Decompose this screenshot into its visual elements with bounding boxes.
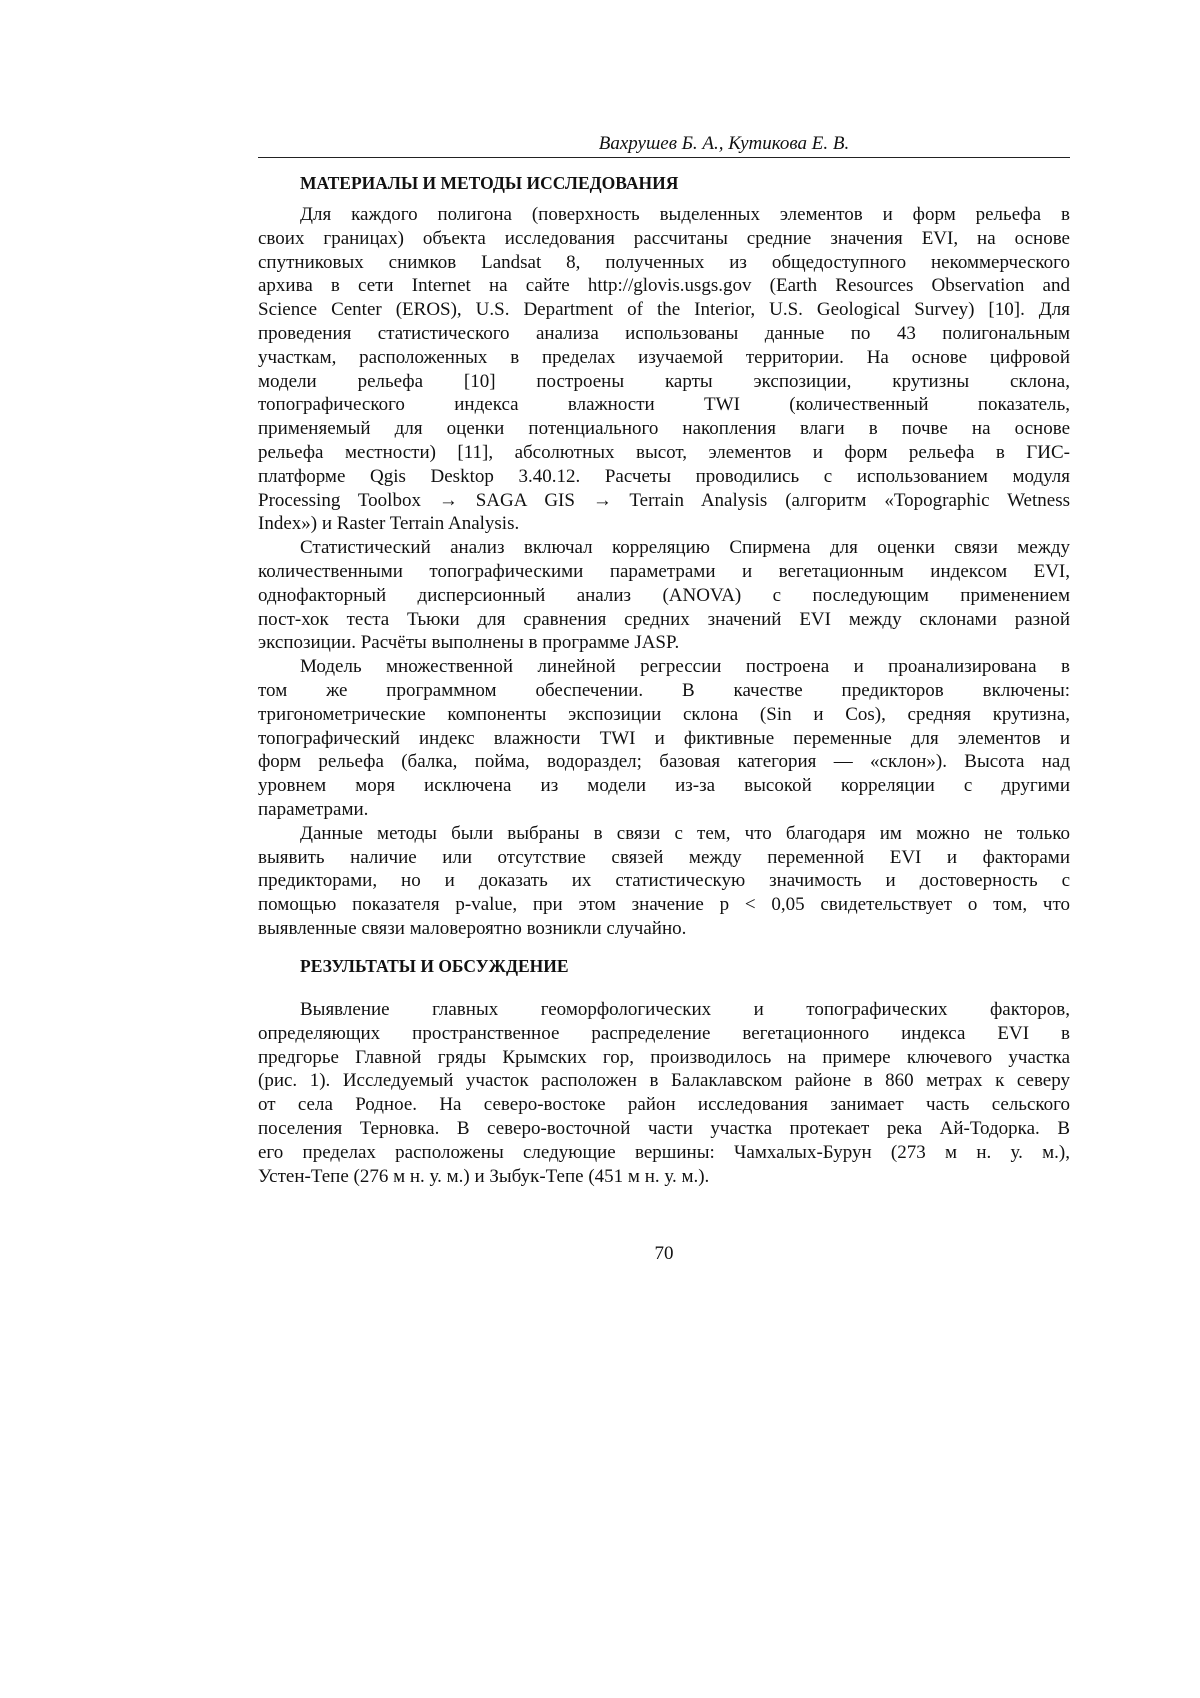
paragraph — [258, 655, 1070, 822]
text-line: Модель множественной линейной регрессии построена и проанализирована в — [258, 655, 1070, 679]
text-line: параметрами. — [258, 798, 1070, 822]
text-line: проведения статистического анализа использованы данные по 43 полигональным — [258, 322, 1070, 346]
page-number: 70 — [258, 1243, 1070, 1265]
text-line: Данные методы были выбраны в связи с тем, что благодаря им можно не только — [258, 822, 1070, 846]
text-line: своих границах) объекта исследования рассчитаны средние значения EVI, на основе — [258, 227, 1070, 251]
header-divider — [258, 157, 1070, 158]
text-line: пост-хок теста Тьюки для сравнения средних значений EVI между склонами разной — [258, 608, 1070, 632]
paragraph — [258, 822, 1070, 941]
results-body — [258, 998, 1070, 1188]
text-line: однофакторный дисперсионный анализ (ANOVA) с последующим применением — [258, 584, 1070, 608]
section-heading-methods: МАТЕРИАЛЫ И МЕТОДЫ ИССЛЕДОВАНИЯ — [258, 171, 1070, 195]
text-line: модели рельефа [10] построены карты экспозиции, крутизны склона, — [258, 370, 1070, 394]
text-line: определяющих пространственное распределение вегетационного индекса EVI в — [258, 1022, 1070, 1046]
text-line: помощью показателя p-value, при этом значение p < 0,05 свидетельствует о том, что — [258, 893, 1070, 917]
paragraph — [258, 203, 1070, 536]
text-line: применяемый для оценки потенциального накопления влаги в почве на основе — [258, 417, 1070, 441]
text-line: топографического индекса влажности TWI (количественный показатель, — [258, 393, 1070, 417]
text-line: тригонометрические компоненты экспозиции склона (Sin и Cos), средняя крутизна, — [258, 703, 1070, 727]
text-line: Для каждого полигона (поверхность выделенных элементов и форм рельефа в — [258, 203, 1070, 227]
text-line: от села Родное. На северо-востоке район исследования занимает часть сельского — [258, 1093, 1070, 1117]
text-line: форм рельефа (балка, пойма, водораздел; базовая категория — «склон»). Высота над — [258, 750, 1070, 774]
text-line: выявить наличие или отсутствие связей между переменной EVI и факторами — [258, 846, 1070, 870]
text-line: (рис. 1). Исследуемый участок расположен в Балаклавском районе в 860 метрах к северу — [258, 1069, 1070, 1093]
text-line: архива в сети Internet на сайте http://glovis.usgs.gov (Earth Resources Observation and — [258, 274, 1070, 298]
text-line: выявленные связи маловероятно возникли случайно. — [258, 917, 1070, 941]
text-line: Index») и Raster Terrain Analysis. — [258, 512, 1070, 536]
running-head-authors: Вахрушев Б. А., Кутикова Е. В. — [258, 132, 1070, 156]
methods-body — [258, 203, 1070, 941]
text-line: том же программном обеспечении. В качестве предикторов включены: — [258, 679, 1070, 703]
text-line: спутниковых снимков Landsat 8, полученных из общедоступного некоммерческого — [258, 251, 1070, 275]
text-line: поселения Терновка. В северо-восточной части участка протекает река Ай-Тодорка. В — [258, 1117, 1070, 1141]
text-line: Processing Toolbox → SAGA GIS → Terrain Analysis (алгоритм «Topographic Wetness — [258, 489, 1070, 513]
text-line: Статистический анализ включал корреляцию Спирмена для оценки связи между — [258, 536, 1070, 560]
text-line: экспозиции. Расчёты выполнены в программе JASP. — [258, 631, 1070, 655]
paragraph — [258, 998, 1070, 1188]
text-line: участкам, расположенных в пределах изучаемой территории. На основе цифровой — [258, 346, 1070, 370]
text-line: Science Center (EROS), U.S. Department of the Interior, U.S. Geological Survey) [10]. Для — [258, 298, 1070, 322]
text-line: топографический индекс влажности TWI и фиктивные переменные для элементов и — [258, 727, 1070, 751]
text-line: рельефа местности) [11], абсолютных высот, элементов и форм рельефа в ГИС- — [258, 441, 1070, 465]
text-line: предгорье Главной гряды Крымских гор, производилось на примере ключевого участка — [258, 1046, 1070, 1070]
text-line: количественными топографическими параметрами и вегетационным индексом EVI, — [258, 560, 1070, 584]
text-line: Выявление главных геоморфологических и топографических факторов, — [258, 998, 1070, 1022]
text-line: уровнем моря исключена из модели из-за высокой корреляции с другими — [258, 774, 1070, 798]
text-line: его пределах расположены следующие вершины: Чамхалых-Бурун (273 м н. у. м.), — [258, 1141, 1070, 1165]
text-line: предикторами, но и доказать их статистическую значимость и достоверность с — [258, 869, 1070, 893]
section-heading-results: РЕЗУЛЬТАТЫ И ОБСУЖДЕНИЕ — [258, 954, 1070, 978]
paragraph — [258, 536, 1070, 655]
text-line: платформе Qgis Desktop 3.40.12. Расчеты проводились с использованием модуля — [258, 465, 1070, 489]
text-line: Устен-Тепе (276 м н. у. м.) и Зыбук-Тепе (451 м н. у. м.). — [258, 1165, 1070, 1189]
